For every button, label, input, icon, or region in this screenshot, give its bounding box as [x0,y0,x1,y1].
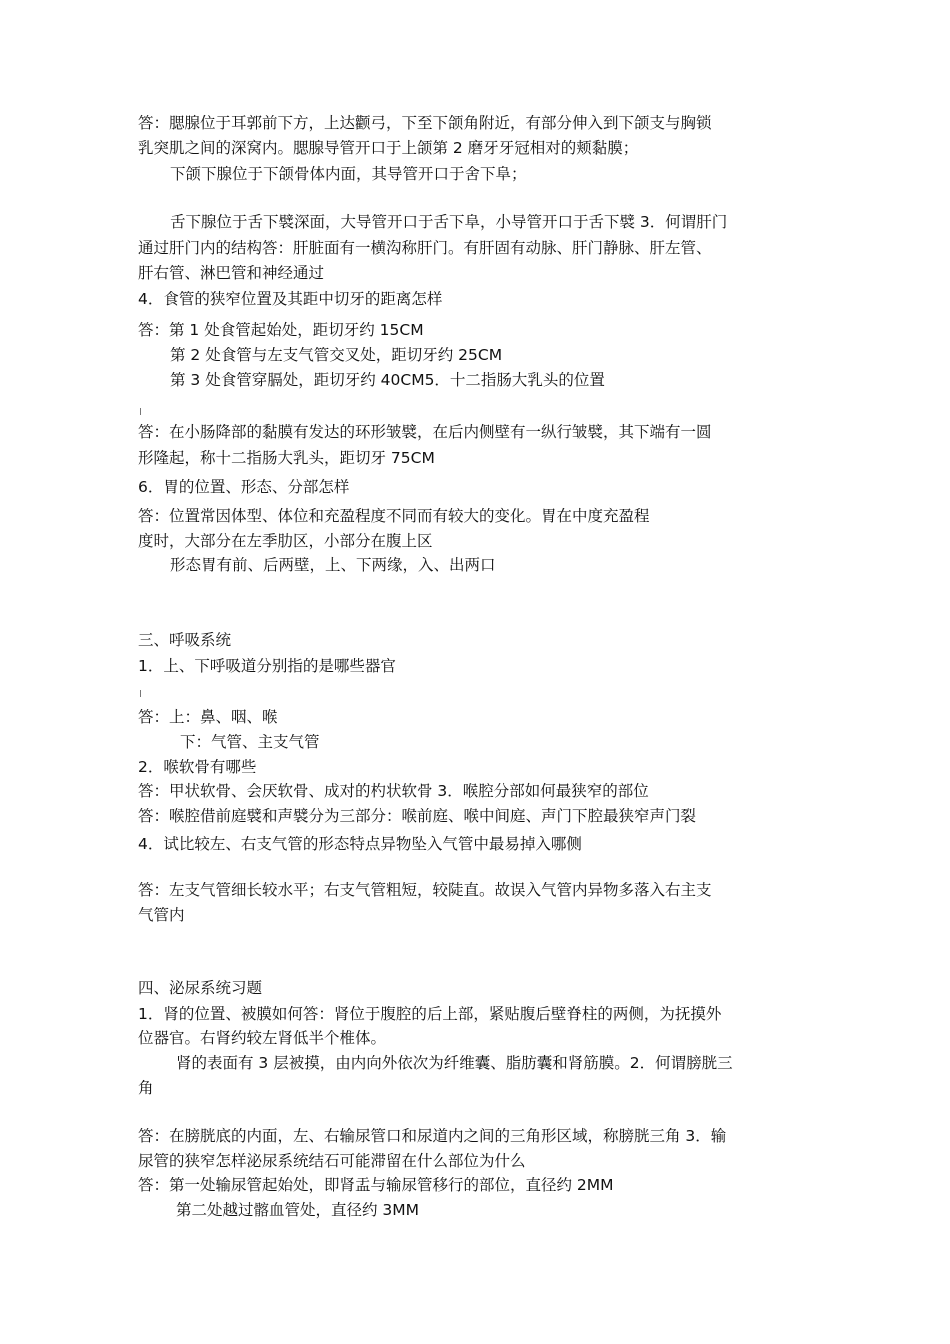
stray-mark [140,408,141,415]
question-heading: 4．试比较左、右支气管的形态特点异物坠入气管中最易掉入哪侧 [138,835,582,853]
question-heading: 1．上、下呼吸道分别指的是哪些器官 [138,657,396,675]
text-line: 答：第一处输尿管起始处，即肾盂与输尿管移行的部位，直径约 2MM [138,1176,614,1194]
question-heading: 4．食管的狭窄位置及其距中切牙的距离怎样 [138,290,443,308]
text-line: 肝右管、淋巴管和神经通过 [138,264,325,282]
section-heading: 三、呼吸系统 [138,631,232,649]
text-line: 答：喉腔借前庭襞和声襞分为三部分：喉前庭、喉中间庭、声门下腔最狭窄声门裂 [138,807,697,825]
text-line: 答：腮腺位于耳郭前下方，上达颧弓，下至下颌角附近，有部分伸入到下颌支与胸锁 [138,114,712,132]
text-line: 通过肝门内的结构答：肝脏面有一横沟称肝门。有肝固有动脉、肝门静脉、肝左管、 [138,239,712,257]
text-line: 肾的表面有 3 层被摸，由内向外依次为纤维囊、脂肪囊和肾筋膜。2．何谓膀胱三 [176,1054,733,1072]
text-line: 答：在小肠降部的黏膜有发达的环形皱襞，在后内侧壁有一纵行皱襞，其下端有一圆 [138,423,712,441]
text-line: 下颌下腺位于下颌骨体内面，其导管开口于舍下阜； [170,165,527,183]
text-line: 第 3 处食管穿膈处，距切牙约 40CM5．十二指肠大乳头的位置 [170,371,605,389]
text-line: 乳突肌之间的深窝内。腮腺导管开口于上颌第 2 磨牙牙冠相对的颊黏膜； [138,139,639,157]
stray-mark [140,690,141,697]
text-line: 第二处越过髂血管处，直径约 3MM [176,1201,420,1219]
text-line: 答：在膀胱底的内面，左、右输尿管口和尿道内之间的三角形区域，称膀胱三角 3．输 [138,1127,727,1145]
text-line: 形态胃有前、后两壁，上、下两缘，入、出两口 [170,556,496,574]
text-line: 答：位置常因体型、体位和充盈程度不同而有较大的变化。胃在中度充盈程 [138,507,650,525]
text-line: 答：上：鼻、咽、喉 [138,708,278,726]
text-line: 下：气管、主支气管 [180,733,320,751]
text-line: 尿管的狭窄怎样泌尿系统结石可能滞留在什么部位为什么 [138,1152,526,1170]
text-line: 度时，大部分在左季肋区，小部分在腹上区 [138,532,433,550]
question-heading: 2．喉软骨有哪些 [138,758,257,776]
text-line: 形隆起，称十二指肠大乳头，距切牙 75CM [138,449,435,467]
question-heading: 6．胃的位置、形态、分部怎样 [138,478,350,496]
text-line: 第 2 处食管与左支气管交叉处，距切牙约 25CM [170,346,503,364]
text-line: 答：甲状软骨、会厌软骨、成对的杓状软骨 3．喉腔分部如何最狭窄的部位 [138,782,649,800]
text-line: 答：左支气管细长较水平；右支气管粗短，较陡直。故误入气管内异物多落入右主支 [138,881,712,899]
question-heading: 1．肾的位置、被膜如何答：肾位于腹腔的后上部，紧贴腹后壁脊柱的两侧，为抚摸外 [138,1005,722,1023]
section-heading: 四、泌尿系统习题 [138,979,263,997]
text-line: 答：第 1 处食管起始处，距切牙约 15CM [138,321,424,339]
text-line: 气管内 [138,906,185,924]
text-line: 位器官。右肾约较左肾低半个椎体。 [138,1029,387,1047]
text-line: 舌下腺位于舌下襞深面，大导管开口于舌下阜，小导管开口于舌下襞 3．何谓肝门 [170,213,728,231]
text-line: 角 [138,1079,154,1097]
